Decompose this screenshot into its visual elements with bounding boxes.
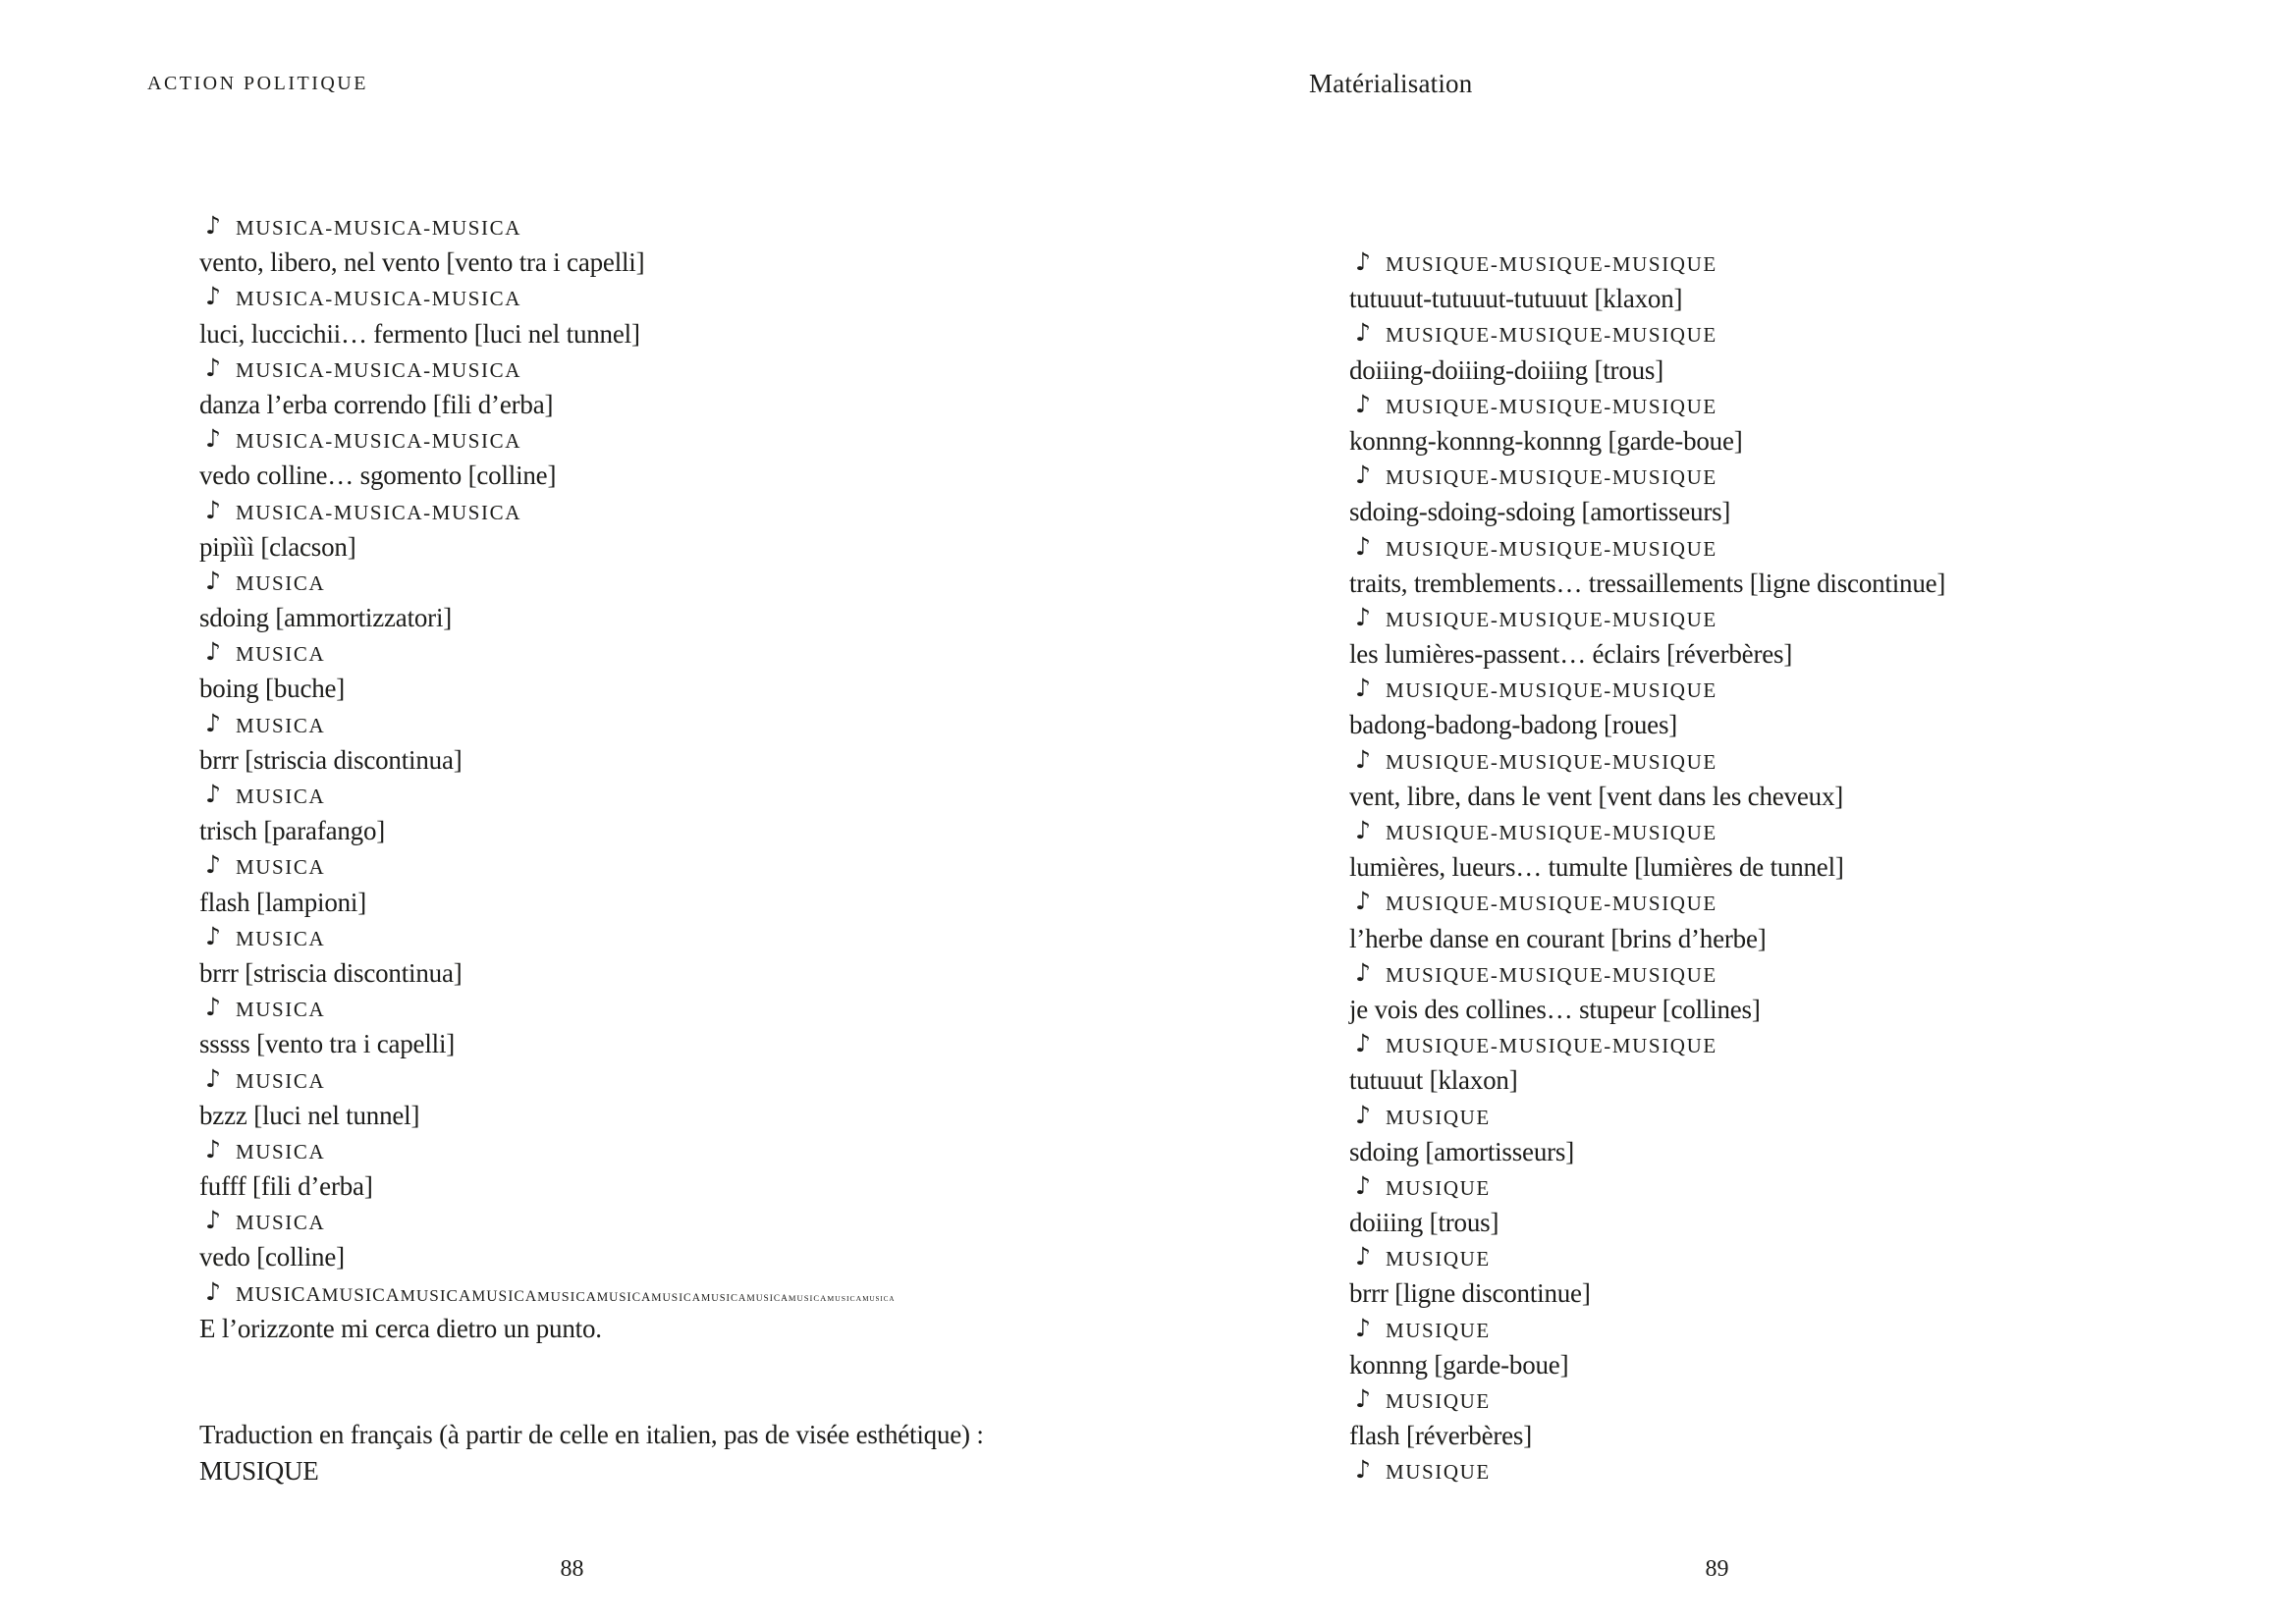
verse-line: konnng-konnng-konnng [garde-boue] (1349, 425, 1743, 456)
refrain-text: MUSIQUE-MUSIQUE-MUSIQUE (1385, 749, 1717, 774)
eighth-note-icon: ♪ (1355, 1100, 1371, 1129)
refrain-line (199, 1133, 984, 1168)
refrain-line (199, 422, 984, 458)
refrain-text: MUSICA (235, 713, 326, 737)
verse-line: MUSIQUE (199, 1455, 319, 1486)
verse-column-right (1349, 245, 1945, 1489)
running-head-left: ACTION POLITIQUE (147, 73, 368, 94)
refrain-line (1349, 459, 1945, 494)
refrain-line (199, 209, 984, 244)
page-number-left: 88 (560, 1556, 584, 1582)
refrain-line (199, 920, 984, 955)
verse-line: trisch [parafango] (199, 816, 386, 846)
verse-line: brrr [striscia discontinua] (199, 744, 463, 775)
refrain-line (199, 778, 984, 813)
refrain-line (199, 848, 984, 884)
eighth-note-icon: ♪ (1355, 1242, 1371, 1272)
refrain-text: MUSIQUE (1385, 1105, 1491, 1129)
eighth-note-icon: ♪ (1355, 887, 1371, 916)
refrain-line (1349, 1027, 1945, 1062)
refrain-word: MUSICA (471, 1287, 538, 1305)
eighth-note-icon: ♪ (1355, 1029, 1371, 1058)
verse-line: flash [lampioni] (199, 887, 367, 917)
refrain-line (1349, 1453, 1945, 1489)
verse-line: boing [buche] (199, 674, 346, 704)
refrain-text: MUSICA-MUSICA-MUSICA (235, 357, 522, 382)
refrain-text: MUSIQUE-MUSIQUE-MUSIQUE (1385, 252, 1717, 276)
refrain-text: MUSIQUE (1385, 1318, 1491, 1342)
eighth-note-icon: ♪ (1355, 957, 1371, 987)
refrain-text: MUSICA (235, 1139, 326, 1164)
eighth-note-icon: ♪ (1355, 1170, 1371, 1200)
refrain-text: MUSICA-MUSICA-MUSICA (235, 500, 522, 524)
verse-line: tutuuut [klaxon] (1349, 1065, 1518, 1096)
refrain-line (1349, 814, 1945, 849)
refrain-word: MUSICA (827, 1293, 863, 1303)
refrain-text: MUSIQUE (1385, 1460, 1491, 1485)
refrain-text: MUSIQUE (1385, 1389, 1491, 1413)
verse-line: traits, tremblements… tressaillements [ligne discontinue] (1349, 568, 1946, 598)
refrain-word: MUSICA (235, 1281, 322, 1306)
refrain-line (199, 494, 984, 529)
refrain-text: MUSIQUE (1385, 1247, 1491, 1272)
refrain-line (199, 352, 984, 387)
verse-line: konnng [garde-boue] (1349, 1349, 1569, 1380)
refrain-text: MUSICA (235, 855, 326, 880)
refrain-line (199, 991, 984, 1026)
refrain-word: MUSICA (862, 1294, 896, 1303)
verse-line: flash [réverbères] (1349, 1421, 1533, 1451)
refrain-line (1349, 316, 1945, 352)
refrain-word: MUSICA (596, 1289, 652, 1304)
refrain-line (1349, 956, 1945, 992)
refrain-text: MUSICA (235, 570, 326, 595)
verse-line: vento, libero, nel vento [vento tra i capelli] (199, 247, 645, 278)
eighth-note-icon: ♪ (1355, 247, 1371, 276)
refrain-line (199, 1204, 984, 1239)
verse-line: je vois des collines… stupeur [collines] (1349, 994, 1761, 1024)
refrain-word: MUSICA (788, 1292, 828, 1303)
eighth-note-icon: ♪ (1355, 460, 1371, 490)
eighth-note-icon: ♪ (205, 282, 221, 311)
refrain-text: MUSIQUE-MUSIQUE-MUSIQUE (1385, 892, 1717, 916)
eighth-note-icon: ♪ (205, 566, 221, 595)
verse-line: sssss [vento tra i capelli] (199, 1029, 456, 1059)
verse-line: lumières, lueurs… tumulte [lumières de tunnel] (1349, 852, 1844, 883)
refrain-text: MUSICA (235, 1068, 326, 1093)
eighth-note-icon: ♪ (1355, 1384, 1371, 1413)
verse-line: brrr [striscia discontinua] (199, 957, 463, 988)
refrain-line (1349, 245, 1945, 281)
verse-line: bzzz [luci nel tunnel] (199, 1100, 420, 1130)
eighth-note-icon: ♪ (205, 1063, 221, 1093)
eighth-note-icon: ♪ (1355, 531, 1371, 561)
refrain-text: MUSICA-MUSICA-MUSICA (235, 429, 522, 454)
verse-line: luci, luccichii… fermento [luci nel tunnel] (199, 318, 640, 349)
verse-line: E l’orizzonte mi cerca dietro un punto. (199, 1313, 602, 1343)
verse-column-left (199, 209, 984, 1489)
verse-line: sdoing [amortisseurs] (1349, 1136, 1575, 1166)
eighth-note-icon: ♪ (205, 1134, 221, 1164)
verse-line: sdoing [ammortizzatori] (199, 603, 453, 633)
verse-line: sdoing-sdoing-sdoing [amortisseurs] (1349, 497, 1731, 527)
verse-line: les lumières-passent… éclairs [réverbères] (1349, 639, 1793, 670)
refrain-line (1349, 1312, 1945, 1347)
refrain-line (1349, 601, 1945, 636)
page-left (0, 0, 1144, 1624)
refrain-text: MUSICA (235, 642, 326, 667)
verse-line: l’herbe danse en courant [brins d’herbe] (1349, 923, 1767, 953)
refrain-word: MUSICA (701, 1292, 747, 1304)
refrain-word: MUSICA (400, 1285, 472, 1305)
refrain-text: MUSICA-MUSICA-MUSICA (235, 216, 522, 240)
running-head-right: Matérialisation (1309, 69, 1473, 98)
refrain-line (199, 707, 984, 742)
eighth-note-icon: ♪ (1355, 674, 1371, 703)
eighth-note-icon: ♪ (205, 993, 221, 1022)
refrain-word: MUSICA (537, 1288, 597, 1305)
refrain-text: MUSICA (235, 785, 326, 808)
refrain-text: MUSIQUE (1385, 1175, 1491, 1200)
refrain-line (1349, 1169, 1945, 1205)
refrain-text: MUSICA (235, 926, 326, 950)
refrain-text: MUSICA-MUSICA-MUSICA (235, 287, 522, 311)
eighth-note-icon: ♪ (205, 780, 221, 808)
verse-line: danza l’erba correndo [fili d’erba] (199, 389, 554, 419)
refrain-line (1349, 530, 1945, 566)
eighth-note-icon: ♪ (1355, 816, 1371, 844)
refrain-line (1349, 885, 1945, 920)
eighth-note-icon: ♪ (205, 637, 221, 667)
refrain-word: MUSICA (651, 1291, 701, 1304)
refrain-text: MUSICA (235, 998, 326, 1022)
refrain-word: MUSICA (321, 1284, 401, 1306)
refrain-text: MUSIQUE-MUSIQUE-MUSIQUE (1385, 394, 1717, 418)
eighth-note-icon: ♪ (1355, 744, 1371, 774)
verse-line: pipììì [clacson] (199, 531, 356, 562)
verse-line: doiiing-doiiing-doiiing [trous] (1349, 354, 1664, 385)
eighth-note-icon: ♪ (205, 1276, 221, 1306)
eighth-note-icon: ♪ (205, 352, 221, 382)
verse-line: tutuuut-tutuuut-tutuuut [klaxon] (1349, 284, 1683, 314)
refrain-line (1349, 1240, 1945, 1275)
verse-line: vent, libre, dans le vent [vent dans les cheveux] (1349, 781, 1844, 811)
refrain-line (1349, 388, 1945, 423)
refrain-text: MUSIQUE-MUSIQUE-MUSIQUE (1385, 323, 1717, 348)
refrain-line (1349, 1382, 1945, 1418)
eighth-note-icon: ♪ (205, 1206, 221, 1235)
refrain-text: MUSIQUE-MUSIQUE-MUSIQUE (1385, 607, 1717, 631)
refrain-text: MUSIQUE-MUSIQUE-MUSIQUE (1385, 821, 1717, 844)
eighth-note-icon: ♪ (1355, 318, 1371, 348)
eighth-note-icon: ♪ (205, 850, 221, 880)
eighth-note-icon: ♪ (205, 921, 221, 950)
eighth-note-icon: ♪ (205, 495, 221, 524)
refrain-line (1349, 1099, 1945, 1134)
verse-line: vedo colline… sgomento [colline] (199, 460, 557, 491)
blank-line (199, 1381, 984, 1417)
eighth-note-icon: ♪ (1355, 602, 1371, 631)
verse-line: brrr [ligne discontinue] (1349, 1278, 1591, 1309)
refrain-line (199, 1062, 984, 1098)
page-number-right: 89 (1705, 1556, 1729, 1582)
verse-line: vedo [colline] (199, 1242, 345, 1272)
refrain-line (1349, 743, 1945, 779)
eighth-note-icon: ♪ (1355, 389, 1371, 418)
refrain-text: MUSIQUE-MUSIQUE-MUSIQUE (1385, 962, 1717, 987)
verse-line: Traduction en français (à partir de celle en italien, pas de visée esthétique) : (199, 1420, 984, 1450)
refrain-text: MUSIQUE-MUSIQUE-MUSIQUE (1385, 465, 1717, 490)
refrain-line (1349, 672, 1945, 707)
refrain-text: MUSIQUE-MUSIQUE-MUSIQUE (1385, 1034, 1717, 1058)
verse-line: doiiing [trous] (1349, 1208, 1499, 1238)
verse-line: badong-badong-badong [roues] (1349, 710, 1678, 740)
refrain-line (199, 565, 984, 600)
eighth-note-icon: ♪ (205, 424, 221, 454)
refrain-diminuendo-line (199, 1275, 984, 1311)
refrain-text: MUSIQUE-MUSIQUE-MUSIQUE (1385, 678, 1717, 703)
refrain-text: MUSICA (235, 1211, 326, 1235)
refrain-word: MUSICA (746, 1293, 789, 1304)
verse-line: fufff [fili d’erba] (199, 1171, 373, 1202)
eighth-note-icon: ♪ (1355, 1313, 1371, 1342)
refrain-text: MUSIQUE-MUSIQUE-MUSIQUE (1385, 536, 1717, 561)
refrain-line (199, 635, 984, 671)
eighth-note-icon: ♪ (205, 708, 221, 737)
blank-line (199, 1346, 984, 1381)
page-right (1145, 0, 2289, 1624)
eighth-note-icon: ♪ (1355, 1455, 1371, 1485)
refrain-line (199, 280, 984, 315)
eighth-note-icon: ♪ (205, 211, 221, 240)
